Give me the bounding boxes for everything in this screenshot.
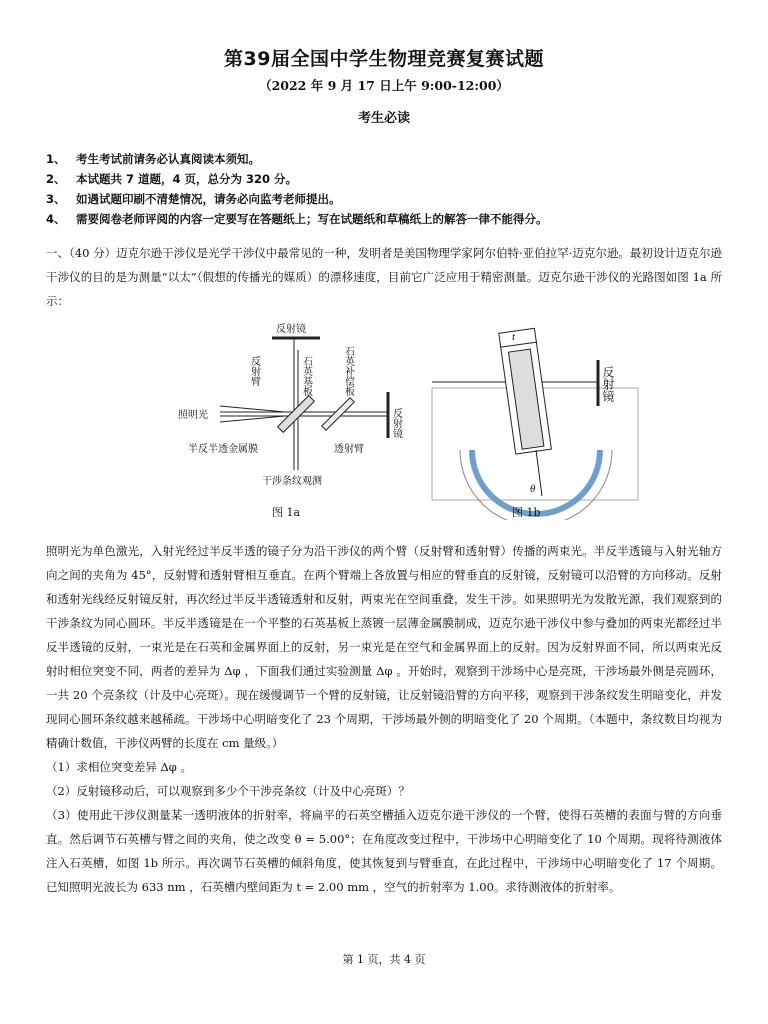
label-quartz-substrate: 石英基板	[300, 356, 312, 396]
label-beam-splitter: 半反半透金属膜	[188, 444, 258, 455]
label-mirror-1b: 反射镜	[601, 366, 615, 402]
question1-sub1: （1）求相位突变差异 Δφ 。	[46, 760, 192, 774]
notice-item	[46, 209, 726, 229]
notice-number: 2、	[46, 172, 66, 186]
figure-diagrams	[160, 320, 640, 520]
notice-number: 4、	[46, 212, 66, 226]
label-observe: 干涉条纹观测	[262, 476, 322, 487]
label-reflect-arm: 反射臂	[248, 356, 260, 386]
page-title: 第39届全国中学生物理竞赛复赛试题	[224, 48, 544, 70]
label-illum: 照明光	[178, 410, 208, 421]
figures	[160, 320, 640, 520]
page-footer: 第 1 页，共 4 页	[342, 953, 426, 966]
notice-text: 需要阅卷老师评阅的内容一定要写在答题纸上；写在试题纸和草稿纸上的解答一律不能得分。	[76, 212, 548, 226]
notice-item	[46, 169, 726, 189]
notice-list	[46, 149, 726, 229]
label-theta: θ	[530, 483, 536, 495]
notice-item	[46, 189, 726, 209]
label-t: t	[512, 331, 516, 343]
compensator-plate	[322, 398, 355, 431]
label-mirror-right: 反射镜	[390, 408, 402, 438]
question1-paragraph: 照明光为单色激光，入射光经过半反半透的镜子分为沿干涉仪的两个臂（反射臂和透射臂）传播的两束光。半反半透镜与入射光轴方向之间的夹角为 45°，反射臂和透射臂相互垂直。在两个臂端上各放置与相应的臂垂直的反射镜，反射镜可以沿臂的方向移动。反射和透射光线经反射镜反射，再次经过半反半透镜透射和反射，两束光在空间重叠，发生干涉。如果照明光为发散光源，我们观察到的干涉条纹为同心圆环。半反半透镜是在一个平整的石英基板上蒸镀一层薄金属膜制成，迈克尔逊干涉仪中参与叠加的两束光都经过半反半透镜的反射，一束光是在石英和金属界面上的反射，另一束光是在空气和金属界面上的反射。因为反射界面不同，所以两束光反射时相位突变不同，两者的差异为 Δφ ，下面我们通过实验测量 Δφ 。开始时，观察到干涉场中心是亮斑，干涉场最外侧是亮圆环，一共 20 个亮条纹（计及中心亮斑）。现在缓慢调节一个臂的反射镜，让反射镜沿臂的方向平移，观察到干涉条纹发生明暗变化，并发现同心圆环条纹越来越稀疏。干涉场中心明暗变化了 23 个周期，干涉场最外侧的明暗变化了 20 个周期。（本题中，条纹数目均视为精确计数值，干涉仪两臂的长度在 cm 量级。）	[46, 544, 722, 750]
illum-ray-2	[220, 416, 285, 422]
question1-sub3: （3）使用此干涉仪测量某一透明液体的折射率，将扁平的石英空槽插入迈克尔逊干涉仪的一个臂，使得石英槽的表面与臂的方向垂直。然后调节石英槽与臂之间的夹角，使之改变 θ = 5.00°；在角度改变过程中，干涉场中心明暗变化了 10 个周期。现将待测液体注入石英槽，如图 1b 所示。再次调节石英槽的倾斜角度，使其恢复到与臂垂直，在此过程中，干涉场中心明暗变化了 17 个周期。已知照明光波长为 633 nm ，石英槽内壁间距为 t = 2.00 mm ，空气的折射率为 1.00。求待测液体的折射率。	[46, 808, 722, 894]
label-mirror-top: 反射镜	[276, 324, 306, 335]
notice-text: 考生考试前请务必认真阅读本须知。	[76, 152, 260, 166]
caption-1a: 图 1a	[272, 506, 301, 519]
notice-text: 本试题共 7 道题，4 页，总分为 320 分。	[76, 172, 298, 186]
exam-date: （2022 年 9 月 17 日上午 9:00-12:00）	[259, 78, 509, 93]
notice-number: 3、	[46, 192, 66, 206]
theta-line	[536, 450, 542, 496]
notice-item	[46, 149, 726, 169]
illum-ray	[220, 406, 285, 412]
beam-splitter	[278, 396, 315, 433]
question1-sub2: （2）反射镜移动后，可以观察到多少个干涉亮条纹（计及中心亮斑）？	[46, 784, 410, 798]
caption-1b: 图 1b	[512, 506, 541, 519]
label-quartz-comp: 石英补偿板	[342, 346, 354, 396]
notice-number: 1、	[46, 152, 66, 166]
question1-intro: 一、（40 分）迈克尔逊干涉仪是光学干涉仪中最常见的一种，发明者是美国物理学家阿尔伯特·亚伯拉罕·迈克尔逊。最初设计迈克尔逊干涉仪的目的是为测量“以太”（假想的传播光的媒质）的漂移速度，目前它广泛应用于精密测量。迈克尔逊干涉仪的光路图如图 1a 所示：	[46, 246, 722, 308]
notice-text: 如遇试题印刷不清楚情况，请务必向监考老师提出。	[76, 192, 341, 206]
label-trans-arm: 透射臂	[334, 444, 364, 455]
quartz-cell	[499, 328, 552, 454]
question1-text	[46, 539, 722, 899]
notice-heading: 考生必读	[357, 111, 410, 126]
